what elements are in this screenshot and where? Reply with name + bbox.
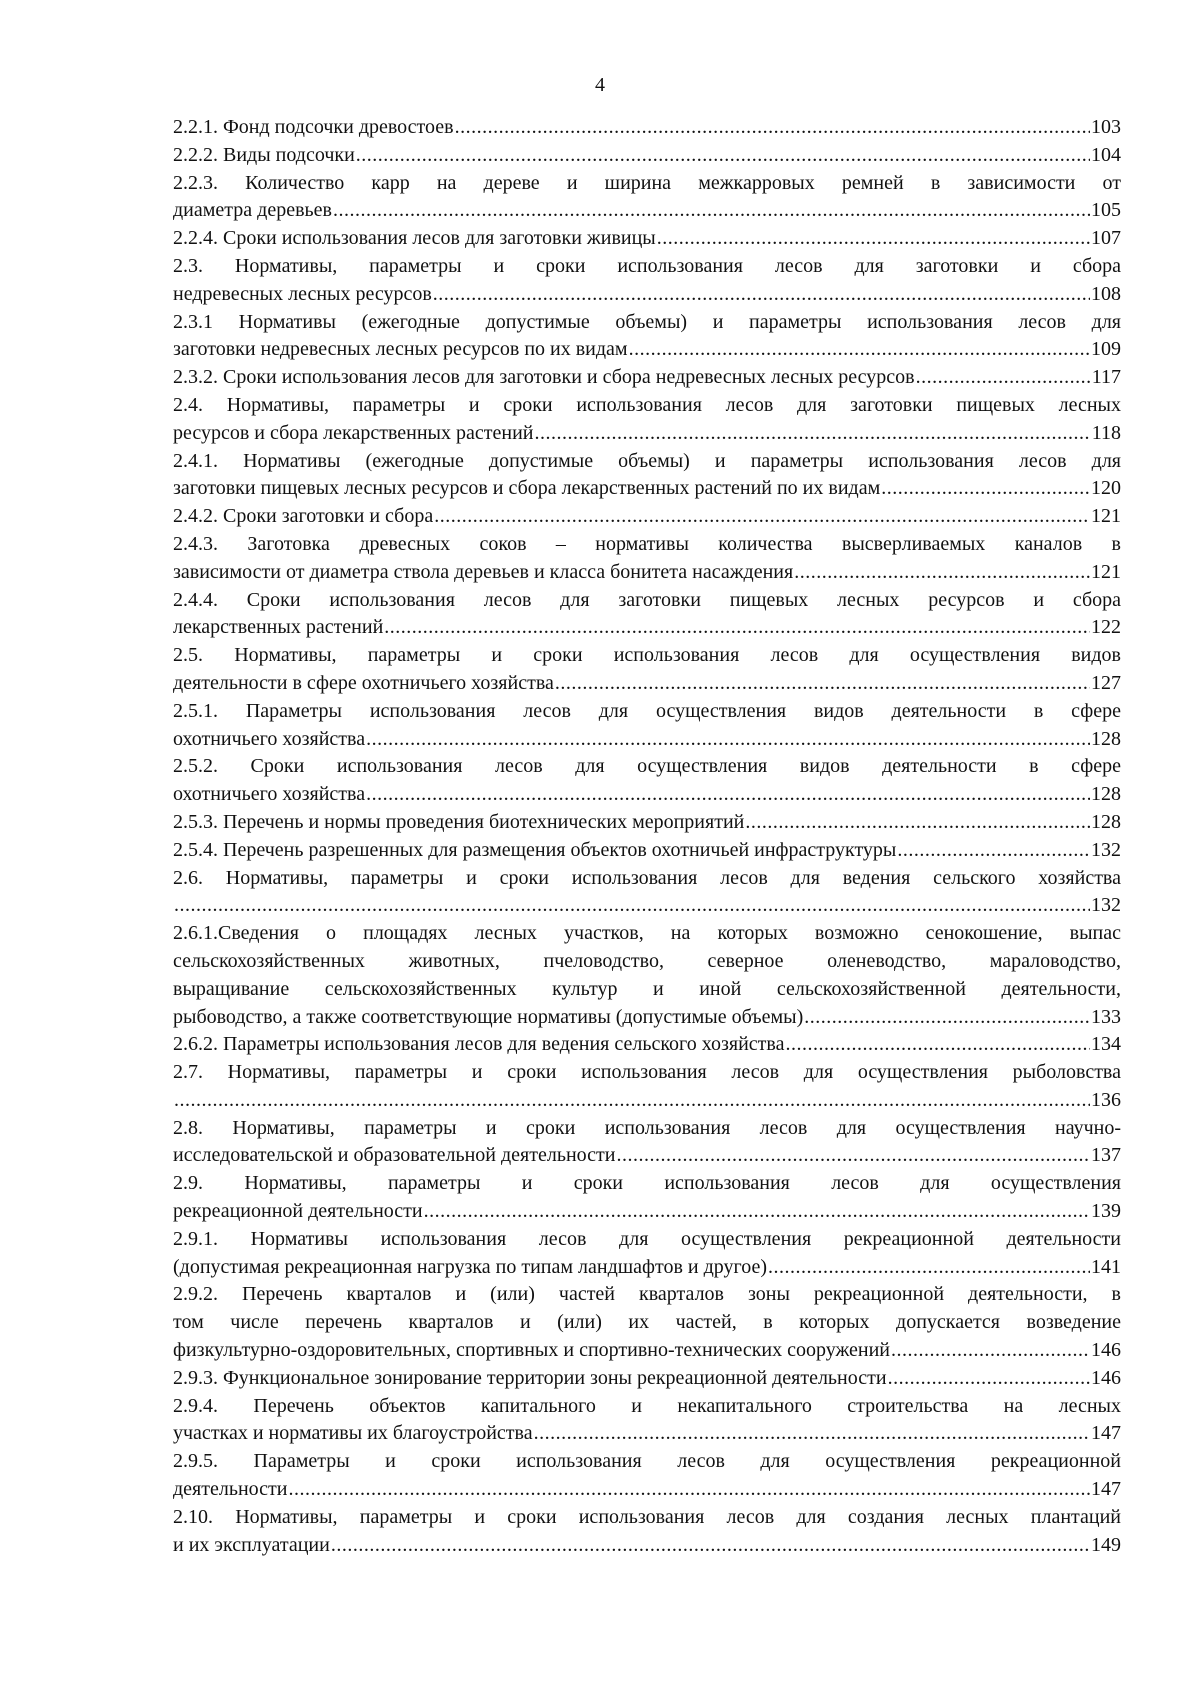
toc-page-number: 136 xyxy=(1091,1088,1121,1111)
toc-entry-text-line: 2.6. Нормативы, параметры и сроки использования лесов для ведения сельского хозяйства xyxy=(173,866,1121,889)
toc-entry[interactable] xyxy=(173,1170,1121,1226)
toc-entry-final-line xyxy=(173,614,1121,642)
toc-entry-final-line xyxy=(173,1476,1121,1504)
toc-page-number: 141 xyxy=(1091,1255,1121,1278)
toc-entry-text-line: 2.4.1. Нормативы (ежегодные допустимые объемы) и параметры использования лесов для xyxy=(173,449,1121,472)
dot-leader xyxy=(333,197,1090,225)
toc-entry[interactable] xyxy=(173,837,1121,865)
toc-entry-final-line xyxy=(173,1087,1121,1115)
toc-entry[interactable] xyxy=(173,448,1121,504)
dot-leader xyxy=(881,475,1090,503)
toc-entry-final-line xyxy=(173,1365,1121,1393)
toc-entry-title: деятельности в сфере охотничьего хозяйства xyxy=(173,671,554,694)
toc-entry-text-line: 2.7. Нормативы, параметры и сроки использования лесов для осуществления рыболовства xyxy=(173,1061,1121,1084)
toc-page-number: 117 xyxy=(1091,366,1121,389)
toc-entry[interactable] xyxy=(173,587,1121,643)
toc-entry[interactable] xyxy=(173,309,1121,365)
toc-page-number: 121 xyxy=(1091,505,1121,528)
toc-page-number: 139 xyxy=(1091,1200,1121,1223)
dot-leader xyxy=(794,559,1090,587)
toc-entry[interactable] xyxy=(173,865,1121,921)
toc-entry[interactable] xyxy=(173,1059,1121,1115)
toc-page-number: 120 xyxy=(1091,477,1121,500)
toc-page-number: 147 xyxy=(1091,1422,1121,1445)
toc-entry-final-line xyxy=(173,364,1121,392)
toc-entry-final-line xyxy=(173,892,1121,920)
dot-leader xyxy=(434,503,1090,531)
toc-entry-text-line: 2.9. Нормативы, параметры и сроки использования лесов для осуществления xyxy=(173,1172,1121,1195)
toc-entry-final-line xyxy=(173,837,1121,865)
toc-entry-final-line xyxy=(173,114,1121,142)
dot-leader xyxy=(331,1532,1090,1560)
toc-entry-title: физкультурно-оздоровительных, спортивных и спортивно-технических сооружений xyxy=(173,1339,891,1362)
toc-entry-text-line: 2.9.2. Перечень кварталов и (или) частей кварталов зоны рекреационной деятельности, в xyxy=(173,1283,1121,1306)
toc-entry[interactable] xyxy=(173,1281,1121,1364)
toc-entry-final-line xyxy=(173,1031,1121,1059)
toc-entry-final-line xyxy=(173,475,1121,503)
toc-entry[interactable] xyxy=(173,1504,1121,1560)
toc-entry-final-line xyxy=(173,420,1121,448)
toc-entry-final-line xyxy=(173,197,1121,225)
toc-entry-text-line: том числе перечень кварталов и (или) их частей, в которых допускается возведение xyxy=(173,1311,1121,1334)
toc-page-number: 133 xyxy=(1091,1005,1121,1028)
toc-entry-text-line: 2.2.3. Количество карр на дереве и ширина межкарровых ремней в зависимости от xyxy=(173,171,1121,194)
toc-entry-title: охотничьего хозяйства xyxy=(173,727,366,750)
page-number: 4 xyxy=(595,74,605,96)
toc-entry[interactable] xyxy=(173,698,1121,754)
toc-entry-final-line xyxy=(173,809,1121,837)
toc-entry-title: охотничьего хозяйства xyxy=(173,783,366,806)
dot-leader xyxy=(455,114,1090,142)
dot-leader xyxy=(289,1476,1091,1504)
dot-leader xyxy=(629,336,1090,364)
toc-entry[interactable] xyxy=(173,364,1121,392)
dot-leader xyxy=(768,1254,1090,1282)
toc-page-number: 128 xyxy=(1091,727,1121,750)
toc-entry-title: участках и нормативы их благоустройства xyxy=(173,1422,533,1445)
dot-leader xyxy=(366,781,1090,809)
toc-entry-final-line xyxy=(173,781,1121,809)
toc-entry-title: 2.4.2. Сроки заготовки и сбора xyxy=(173,505,434,528)
toc-entry[interactable] xyxy=(173,1031,1121,1059)
toc-entry-final-line xyxy=(173,1004,1121,1032)
toc-entry[interactable] xyxy=(173,170,1121,226)
toc-page-number: 104 xyxy=(1091,143,1121,166)
toc-entry-text-line: 2.9.1. Нормативы использования лесов для осуществления рекреационной деятельности xyxy=(173,1227,1121,1250)
toc-entry-text-line: выращивание сельскохозяйственных культур и иной сельскохозяйственной деятельности, xyxy=(173,977,1121,1000)
toc-entry[interactable] xyxy=(173,114,1121,142)
toc-entry-text-line: 2.4.3. Заготовка древесных соков – нормативы количества высверливаемых каналов в xyxy=(173,532,1121,555)
toc-page-number: 149 xyxy=(1091,1533,1121,1556)
toc-entry-title: 2.2.4. Сроки использования лесов для заготовки живицы xyxy=(173,227,656,250)
toc-entry-title: 2.5.3. Перечень и нормы проведения биотехнических мероприятий xyxy=(173,810,745,833)
dot-leader xyxy=(534,1420,1090,1448)
toc-entry-text-line: 2.4.4. Сроки использования лесов для заготовки пищевых лесных ресурсов и сбора xyxy=(173,588,1121,611)
toc-page-number: 127 xyxy=(1091,671,1121,694)
toc-entry-title: исследовательской и образовательной деятельности xyxy=(173,1144,616,1167)
toc-entry-title: недревесных лесных ресурсов xyxy=(173,282,432,305)
toc-page-number: 109 xyxy=(1091,338,1121,361)
dot-leader xyxy=(424,1198,1090,1226)
toc-page-number: 103 xyxy=(1091,116,1121,138)
dot-leader xyxy=(534,420,1090,448)
toc-entry-final-line xyxy=(173,1337,1121,1365)
toc-entry[interactable] xyxy=(173,225,1121,253)
toc-entry-title: лекарственных растений xyxy=(173,616,384,639)
dot-leader xyxy=(384,614,1090,642)
toc-entry-final-line xyxy=(173,503,1121,531)
toc-entry-text-line: 2.9.4. Перечень объектов капитального и некапитального строительства на лесных xyxy=(173,1394,1121,1417)
toc-entry[interactable] xyxy=(173,1393,1121,1449)
toc-entry-title: 2.2.1. Фонд подсочки древостоев xyxy=(173,116,454,138)
toc-entry-title: рекреационной деятельности xyxy=(173,1200,423,1223)
toc-entry-final-line xyxy=(173,1532,1121,1560)
toc-entry-text-line: 2.5.2. Сроки использования лесов для осуществления видов деятельности в сфере xyxy=(173,755,1121,778)
toc-entry-text-line: 2.3. Нормативы, параметры и сроки использования лесов для заготовки и сбора xyxy=(173,254,1121,277)
toc-entry-title: 2.6.2. Параметры использования лесов для ведения сельского хозяйства xyxy=(173,1033,785,1056)
toc-entry-final-line xyxy=(173,1142,1121,1170)
dot-leader xyxy=(174,892,1090,920)
toc-entry-title: 2.3.2. Сроки использования лесов для заготовки и сбора недревесных лесных ресурсов xyxy=(173,366,915,389)
toc-entry[interactable] xyxy=(173,920,1121,1031)
dot-leader xyxy=(657,225,1090,253)
toc-entry-text-line: 2.5.1. Параметры использования лесов для осуществления видов деятельности в сфере xyxy=(173,699,1121,722)
dot-leader xyxy=(897,837,1090,865)
toc-page-number: 132 xyxy=(1091,838,1121,861)
toc-page-number: 107 xyxy=(1091,227,1121,250)
dot-leader xyxy=(804,1004,1090,1032)
toc-page-number: 146 xyxy=(1091,1339,1121,1362)
toc-entry[interactable] xyxy=(173,142,1121,170)
toc-entry-final-line xyxy=(173,559,1121,587)
toc-page-number: 122 xyxy=(1091,616,1121,639)
toc-entry[interactable] xyxy=(173,809,1121,837)
toc-entry-title: 2.2.2. Виды подсочки xyxy=(173,143,355,166)
toc-entry[interactable] xyxy=(173,1226,1121,1282)
toc-entry-text-line: 2.6.1.Сведения о площадях лесных участков, на которых возможно сенокошение, выпас xyxy=(173,922,1121,945)
toc-entry-title: зависимости от диаметра ствола деревьев и класса бонитета насаждения xyxy=(173,560,794,583)
toc-page-number: 134 xyxy=(1091,1033,1121,1056)
toc-page-number: 137 xyxy=(1091,1144,1121,1167)
toc-entry-final-line xyxy=(173,726,1121,754)
toc-entry[interactable] xyxy=(173,253,1121,309)
toc-entry[interactable] xyxy=(173,392,1121,448)
dot-leader xyxy=(888,1365,1090,1393)
toc-entry-title: заготовки пищевых лесных ресурсов и сбора лекарственных растений по их видам xyxy=(173,477,881,500)
toc-page-number: 118 xyxy=(1091,421,1121,444)
toc-entry-final-line xyxy=(173,281,1121,309)
dot-leader xyxy=(916,364,1091,392)
toc-entry-title: (допустимая рекреационная нагрузка по типам ландшафтов и другое) xyxy=(173,1255,768,1278)
toc-entry-title: 2.9.3. Функциональное зонирование территории зоны рекреационной деятельности xyxy=(173,1366,887,1389)
toc-entry-title: диаметра деревьев xyxy=(173,199,332,222)
table-of-contents xyxy=(173,114,1121,1559)
toc-entry-final-line xyxy=(173,1198,1121,1226)
toc-entry[interactable] xyxy=(173,753,1121,809)
toc-page-number: 147 xyxy=(1091,1478,1121,1501)
toc-entry[interactable] xyxy=(173,1448,1121,1504)
toc-entry-text-line: 2.10. Нормативы, параметры и сроки использования лесов для создания лесных плантаций xyxy=(173,1505,1121,1528)
toc-page-number: 108 xyxy=(1091,282,1121,305)
toc-entry-title: и их эксплуатации xyxy=(173,1533,330,1556)
dot-leader xyxy=(366,726,1090,754)
dot-leader xyxy=(891,1337,1090,1365)
toc-page-number: 128 xyxy=(1091,783,1121,806)
toc-entry[interactable] xyxy=(173,1365,1121,1393)
dot-leader xyxy=(433,281,1090,309)
toc-entry-text-line: 2.9.5. Параметры и сроки использования лесов для осуществления рекреационной xyxy=(173,1450,1121,1473)
toc-page-number: 128 xyxy=(1091,810,1121,833)
toc-entry-final-line xyxy=(173,225,1121,253)
toc-entry[interactable] xyxy=(173,642,1121,698)
toc-entry-final-line xyxy=(173,142,1121,170)
toc-entry-title: 2.5.4. Перечень разрешенных для размещения объектов охотничьей инфраструктуры xyxy=(173,838,897,861)
dot-leader xyxy=(616,1142,1090,1170)
dot-leader xyxy=(555,670,1090,698)
toc-entry-title: заготовки недревесных лесных ресурсов по их видам xyxy=(173,338,628,361)
dot-leader xyxy=(174,1087,1090,1115)
toc-entry[interactable] xyxy=(173,1115,1121,1171)
toc-page-number: 121 xyxy=(1091,560,1121,583)
toc-entry[interactable] xyxy=(173,503,1121,531)
toc-entry-text-line: 2.8. Нормативы, параметры и сроки использования лесов для осуществления научно- xyxy=(173,1116,1121,1139)
toc-entry-final-line xyxy=(173,336,1121,364)
toc-entry-text-line: 2.5. Нормативы, параметры и сроки использования лесов для осуществления видов xyxy=(173,644,1121,667)
toc-page-number: 146 xyxy=(1091,1366,1121,1389)
dot-leader xyxy=(356,142,1090,170)
toc-entry[interactable] xyxy=(173,531,1121,587)
toc-page-number: 105 xyxy=(1091,199,1121,222)
toc-entry-final-line xyxy=(173,1420,1121,1448)
toc-entry-final-line xyxy=(173,1254,1121,1282)
toc-entry-text-line: сельскохозяйственных животных, пчеловодство, северное оленеводство, мараловодство, xyxy=(173,949,1121,972)
toc-entry-text-line: 2.3.1 Нормативы (ежегодные допустимые объемы) и параметры использования лесов для xyxy=(173,310,1121,333)
dot-leader xyxy=(745,809,1090,837)
dot-leader xyxy=(785,1031,1090,1059)
toc-entry-text-line: 2.4. Нормативы, параметры и сроки использования лесов для заготовки пищевых лесных xyxy=(173,393,1121,416)
toc-entry-title: ресурсов и сбора лекарственных растений xyxy=(173,421,534,444)
toc-entry-final-line xyxy=(173,670,1121,698)
toc-page-number: 132 xyxy=(1091,894,1121,917)
toc-entry-title: деятельности xyxy=(173,1478,288,1501)
toc-entry-title: рыбоводство, а также соответствующие нормативы (допустимые объемы) xyxy=(173,1005,804,1028)
